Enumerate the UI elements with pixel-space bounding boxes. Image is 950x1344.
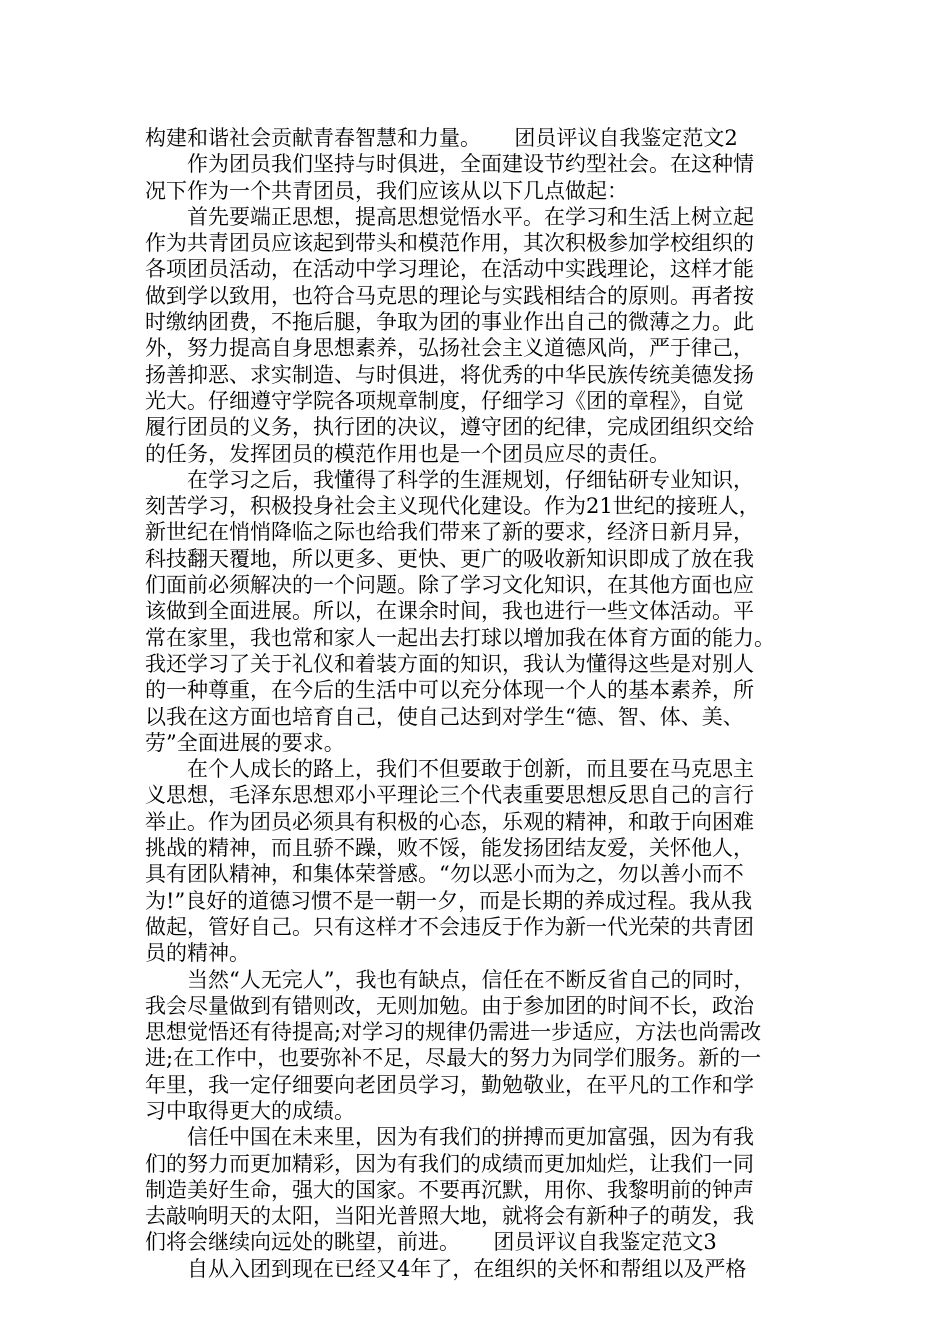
- text-line: 作为团员我们坚持与时俱进，全面建设节约型社会。在这种情: [145, 152, 754, 177]
- text-line: 进;在工作中，也要弥补不足，尽最大的努力为同学们服务。新的一: [145, 1046, 762, 1071]
- text-line: 的一种尊重，在今后的生活中可以充分体现一个人的基本素养，所: [145, 678, 754, 703]
- text-line: 年里，我一定仔细要向老团员学习，勤勉敬业，在平凡的工作和学: [145, 1072, 754, 1097]
- text-line: 首先要端正思想，提高思想觉悟水平。在学习和生活上树立起: [145, 204, 754, 229]
- text-line: 们面前必须解决的一个问题。除了学习文化知识，在其他方面也应: [145, 573, 754, 598]
- text-line: 自从入团到现在已经又4年了，在组织的关怀和帮组以及严格: [145, 1256, 747, 1281]
- text-line: 们将会继续向远处的眺望，前进。 团员评议自我鉴定范文3: [145, 1230, 717, 1255]
- text-line: 构建和谐社会贡献青春智慧和力量。 团员评议自我鉴定范文2: [145, 126, 738, 150]
- text-line: 各项团员活动，在活动中学习理论，在活动中实践理论，这样才能: [145, 257, 754, 282]
- text-line: 去敲响明天的太阳，当阳光普照大地，就将会有新种子的萌发，我: [145, 1204, 754, 1229]
- text-line: 在个人成长的路上，我们不但要敢于创新，而且要在马克思主: [145, 757, 754, 782]
- text-line: 做起，管好自己。只有这样才不会违反于作为新一代光荣的共青团: [145, 914, 754, 939]
- text-line: 我还学习了关于礼仪和着装方面的知识，我认为懂得这些是对别人: [145, 651, 754, 676]
- text-line: 以我在这方面也培育自己，使自己达到对学生“德、智、体、美、: [145, 704, 744, 729]
- text-line: 新世纪在悄悄降临之际也给我们带来了新的要求，经济日新月异，: [145, 520, 754, 545]
- text-line: 们的努力而更加精彩，因为有我们的成绩而更加灿烂，让我们一同: [145, 1151, 754, 1176]
- text-line: 习中取得更大的成绩。: [145, 1098, 355, 1123]
- text-line: 做到学以致用，也符合马克思的理论与实践相结合的原则。再者按: [145, 283, 754, 308]
- text-line: 信任中国在未来里，因为有我们的拼搏而更加富强，因为有我: [145, 1125, 754, 1150]
- text-line: 的任务，发挥团员的模范作用也是一个团员应尽的责任。: [145, 441, 670, 466]
- text-line: 履行团员的义务，执行团的决议，遵守团的纪律，完成团组织交给: [145, 415, 754, 440]
- text-line: 作为共青团员应该起到带头和模范作用，其次积极参加学校组织的: [145, 231, 754, 256]
- text-line: 时缴纳团费，不拖后腿，争取为团的事业作出自己的微薄之力。此: [145, 310, 754, 335]
- text-line: 员的精神。: [145, 941, 250, 966]
- text-line: 光大。仔细遵守学院各项规章制度，仔细学习《团的章程》，自觉: [145, 388, 744, 413]
- text-line: 我会尽量做到有错则改，无则加勉。由于参加团的时间不长，政治: [145, 993, 754, 1018]
- text-line: 在学习之后，我懂得了科学的生涯规划，仔细钻研专业知识，: [145, 467, 754, 492]
- text-line: 为!”良好的道德习惯不是一朝一夕，而是长期的养成过程。我从我: [145, 888, 753, 913]
- text-line: 义思想，毛泽东思想邓小平理论三个代表重要思想反思自己的言行: [145, 783, 754, 808]
- text-line: 常在家里，我也常和家人一起出去打球以增加我在体育方面的能力。: [145, 625, 775, 650]
- text-line: 当然“人无完人”，我也有缺点，信任在不断反省自己的同时，: [145, 967, 755, 992]
- text-line: 制造美好生命，强大的国家。不要再沉默，用你、我黎明前的钟声: [145, 1177, 754, 1202]
- text-line: 该做到全面进展。所以，在课余时间，我也进行一些文体活动。平: [145, 599, 754, 624]
- text-line: 思想觉悟还有待提高;对学习的规律仍需进一步适应，方法也尚需改: [145, 1020, 762, 1045]
- text-line: 刻苦学习，积极投身社会主义现代化建设。作为21世纪的接班人，: [145, 494, 760, 519]
- text-line: 劳”全面进展的要求。: [145, 730, 345, 755]
- text-line: 科技翻天覆地，所以更多、更快、更广的吸收新知识即成了放在我: [145, 546, 754, 571]
- text-line: 挑战的精神，而且骄不躁，败不馁，能发扬团结友爱，关怀他人，: [145, 836, 754, 861]
- text-line: 况下作为一个共青团员，我们应该从以下几点做起：: [145, 178, 628, 203]
- document-body: [145, 125, 825, 1282]
- text-line: 外，努力提高自身思想素养，弘扬社会主义道德风尚，严于律己，: [145, 336, 754, 361]
- text-line: 扬善抑恶、求实制造、与时俱进，将优秀的中华民族传统美德发扬: [145, 362, 754, 387]
- text-line: 举止。作为团员必须具有积极的心态，乐观的精神，和敢于向困难: [145, 809, 754, 834]
- text-line: 具有团队精神，和集体荣誉感。“勿以恶小而为之，勿以善小而不: [145, 862, 744, 887]
